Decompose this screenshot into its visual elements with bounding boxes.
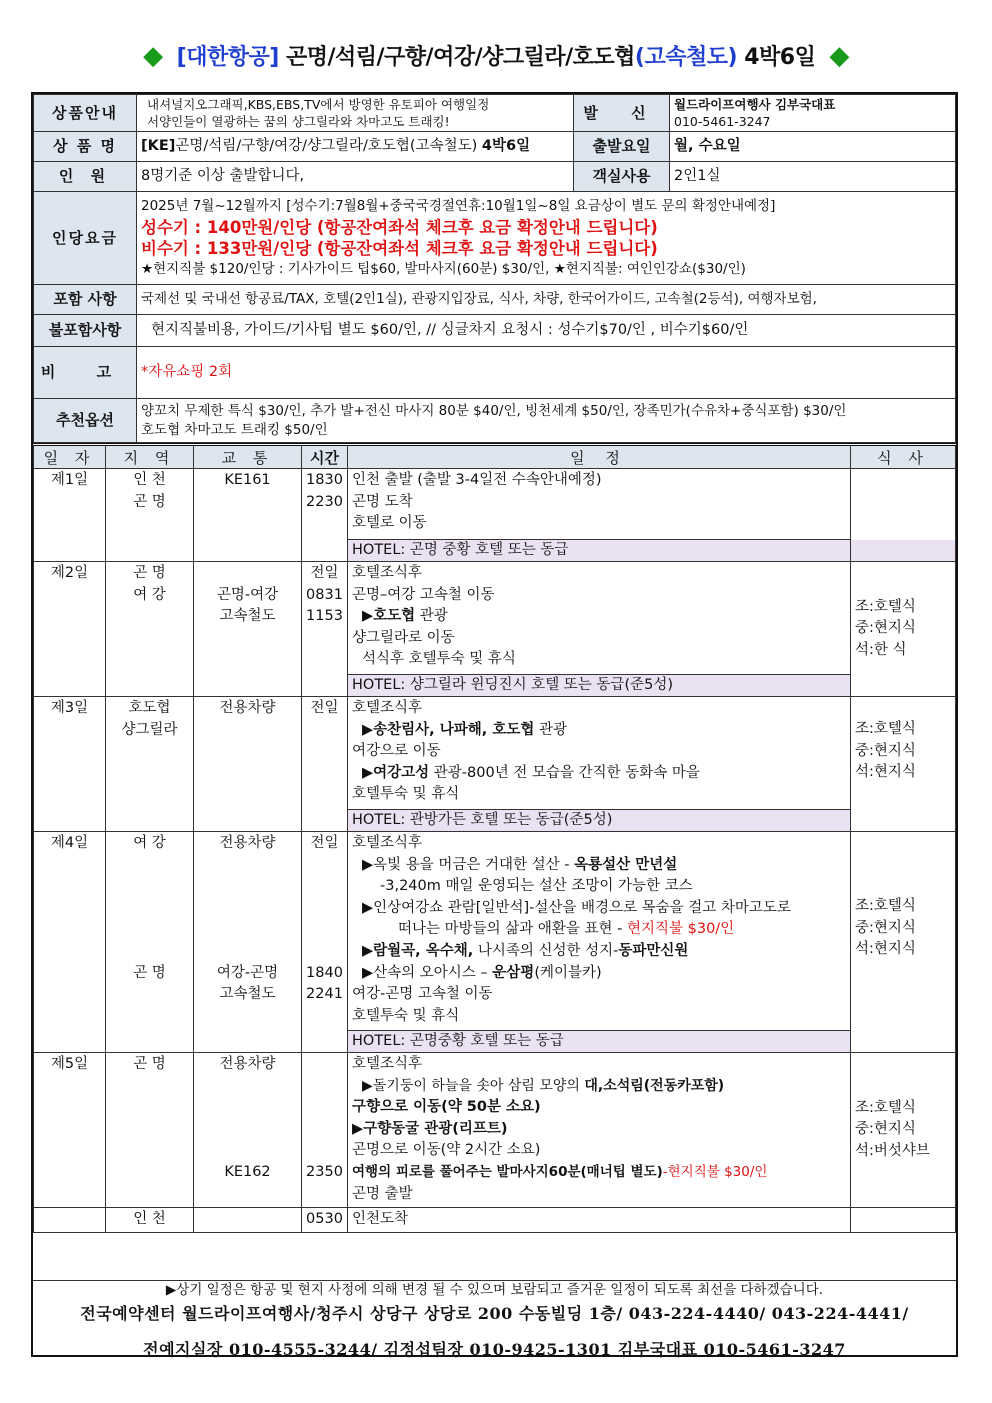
route: 곤명/석림/구향/여강/샹그릴라/호도협 [285,45,635,70]
diamond-icon: ◆ [829,41,849,71]
sender-label: 발 신 [574,95,670,132]
options: 양꼬치 무제한 특식 $30/인, 추가 발+전신 마사지 80분 $40/인, 빙천세계 $50/인, 장족민가(수유차+중식포함) $30/인 호도협 차마고도 트래킹 $50/인 [137,399,956,443]
day2-hotel: HOTEL: 샹그릴라 윈딩진시 호텔 또는 동급(준5성) [348,675,851,697]
schedule-table [33,443,956,1233]
day2-meals: 조:호텔식 중:현지식 석:한 식 [851,562,956,697]
day5-meals: 조:호텔식 중:현지식 석:버섯샤브 [851,1053,956,1208]
diamond-icon: ◆ [143,41,163,71]
duration: 4박6일 [744,45,816,70]
day1-region: 인 천 곤 명 [106,469,194,562]
day1-time: 1830 2230 [302,469,348,562]
day4-time: 전일 1840 2241 [302,832,348,1053]
product-info: 내셔널지오그래픽,KBS,EBS,TV에서 방영한 유토피아 여행일정 서양인들이 열광하는 꿈의 샹그릴라와 차마고도 트래킹! [137,95,574,132]
header-itinerary: 일 정 [348,445,851,469]
day3-itinerary: 호텔조식후 ▶송찬림사, 나파해, 호도협 관광 여강으로 이동 ▶여강고성 관광-800년 전 모습을 간직한 동화속 마을 호텔투숙 및 휴식 [348,697,851,810]
day5-time: 2350 [302,1053,348,1208]
day3-label: 제3일 [34,697,106,832]
page-title [0,40,992,71]
day5-transport: 전용차량 KE162 [194,1053,302,1208]
day2-itinerary: 호텔조식후 곤명–여강 고속철 이동 ▶호도협 관광 샹그릴라로 이동 석식후 호텔투숙 및 휴식 [348,562,851,675]
price: 2025년 7월~12월까지 [성수기:7월8월+중국국경절연휴:10월1일~8일 요금상이 별도 문의 확정안내예정] 성수기 : 140만원/인당 (항공잔여좌석 체크후 요금 확정안내 드립니다) 비수기 : 133만원/인당 (항공잔여좌석 체크후 요금 확정안내 드립니다) ★현지직불 $120/인당 : 기사가이드 팁$60, 발마사지(60분) $30/인, ★현지직불: 여인인강쇼($30/인) [137,192,956,285]
excluded-label: 불포함사항 [34,315,137,347]
excluded: 현지직불비용, 가이드/기사팁 별도 $60/인, // 싱글차지 요청시 : 성수기$70/인 , 비수기$60/인 [137,315,956,347]
day4-row [34,832,956,1031]
day6-row [34,1208,956,1233]
day2-row [34,562,956,675]
day4-label: 제4일 [34,832,106,1053]
day3-hotel: HOTEL: 관방가든 호텔 또는 동급(준5성) [348,810,851,832]
header-day: 일 자 [34,445,106,469]
header-meals: 식 사 [851,445,956,469]
train-type: (고속철도) [634,45,738,70]
people: 8명기준 이상 출발합니다, [137,162,574,192]
header-transport: 교 통 [194,445,302,469]
day4-meals: 조:호텔식 중:현지식 석:현지식 [851,832,956,1053]
included: 국제선 및 국내선 항공료/TAX, 호텔(2인1실), 관광지입장료, 식사, 차량, 한국어가이드, 고속철(2등석), 여행자보험, [137,285,956,315]
footer-contact-2: 전예지실장 010-4555-3244/ 김정섭팀장 010-9425-1301 김부국대표 010-5461-3247 [143,1340,846,1359]
departure-label: 출발요일 [574,132,670,162]
day6-region: 인 천 [106,1208,194,1233]
people-label: 인 원 [34,162,137,192]
day4-region: 여 강 곤 명 [106,832,194,1053]
day5-region: 곤 명 [106,1053,194,1208]
room: 2인1실 [670,162,956,192]
day1-itinerary: 인천 출발 (출발 3-4일전 수속안내예정) 곤명 도착 호텔로 이동 [348,469,851,540]
remarks-label: 비 고 [34,347,137,399]
departure-days: 월, 수요일 [670,132,956,162]
day2-transport: 곤명-여강 고속철도 [194,562,302,697]
day1-transport: KE161 [194,469,302,562]
day2-label: 제2일 [34,562,106,697]
day1-label: 제1일 [34,469,106,562]
day5-row [34,1053,956,1208]
day2-region: 곤 명 여 강 [106,562,194,697]
day2-time: 전일 0831 1153 [302,562,348,697]
day4-hotel: HOTEL: 곤명중황 호텔 또는 동급 [348,1031,851,1053]
day3-meals: 조:호텔식 중:현지식 석:현지식 [851,697,956,832]
price-label: 인당요금 [34,192,137,285]
document-frame [31,92,958,1357]
remarks: *자유쇼핑 2회 [137,347,956,399]
day3-region: 호도협 샹그릴라 [106,697,194,832]
product-name-label: 상 품 명 [34,132,137,162]
day3-row [34,697,956,810]
day4-itinerary: 호텔조식후 ▶옥빛 용을 머금은 거대한 설산 - 옥룡설산 만년설 -3,240m 매일 운영되는 설산 조망이 가능한 코스 ▶인상여강쇼 관람[일반석]-설산을 배경으로 목숨을 걸고 차마고도로 떠나는 마방들의 삶과 애환을 표현 - 현지직불 $30/인 ▶람월곡, 옥수채, 나시족의 신성한 성지-동파만신원 ▶산속의 오아시스 – 운삼평(케이블카) 여강-곤명 고속철 이동 호텔투숙 및 휴식 [348,832,851,1031]
room-label: 객실사용 [574,162,670,192]
day1-row [34,469,956,540]
day6-itinerary: 인천도착 [348,1208,851,1233]
options-label: 추천옵션 [34,399,137,443]
day5-itinerary: 호텔조식후 ▶돌기둥이 하늘을 솟아 삼림 모양의 대,소석림(전동카포함) 구향으로 이동(약 50분 소요) ▶구향동굴 관광(리프트) 곤명으로 이동(약 2시간 소요) 여행의 피로를 풀어주는 발마사지60분(매너팁 별도)-현지직불 $30/인 곤명 출발 [348,1053,851,1208]
day4-transport: 전용차량 여강-곤명 고속철도 [194,832,302,1053]
day3-time: 전일 [302,697,348,832]
header-time: 시간 [302,445,348,469]
footer-contact-1: 전국예약센터 월드라이프여행사/청주시 상당구 상당로 200 수동빌딩 1층/ 043-224-4440/ 043-224-4441/ [80,1304,909,1323]
included-label: 포함 사항 [34,285,137,315]
day5-label: 제5일 [34,1053,106,1208]
product-name: [KE]곤명/석림/구향/여강/샹그릴라/호도협(고속철도) 4박6일 [137,132,574,162]
sender: 월드라이프여행사 김부국대표 010-5461-3247 [670,95,956,132]
product-info-label: 상품안내 [34,95,137,132]
footer [31,1280,958,1364]
info-table [33,94,956,443]
day1-hotel: HOTEL: 곤명 중황 호텔 또는 동급 [348,540,956,562]
airline: [대한항공] [176,45,279,70]
day3-transport: 전용차량 [194,697,302,832]
header-region: 지 역 [106,445,194,469]
day6-time: 0530 [302,1208,348,1233]
footer-note: ▶상기 일정은 항공 및 현지 사정에 의해 변경 될 수 있으며 보람되고 즐거운 일정이 되도록 최선을 다하겠습니다. [165,1282,824,1298]
